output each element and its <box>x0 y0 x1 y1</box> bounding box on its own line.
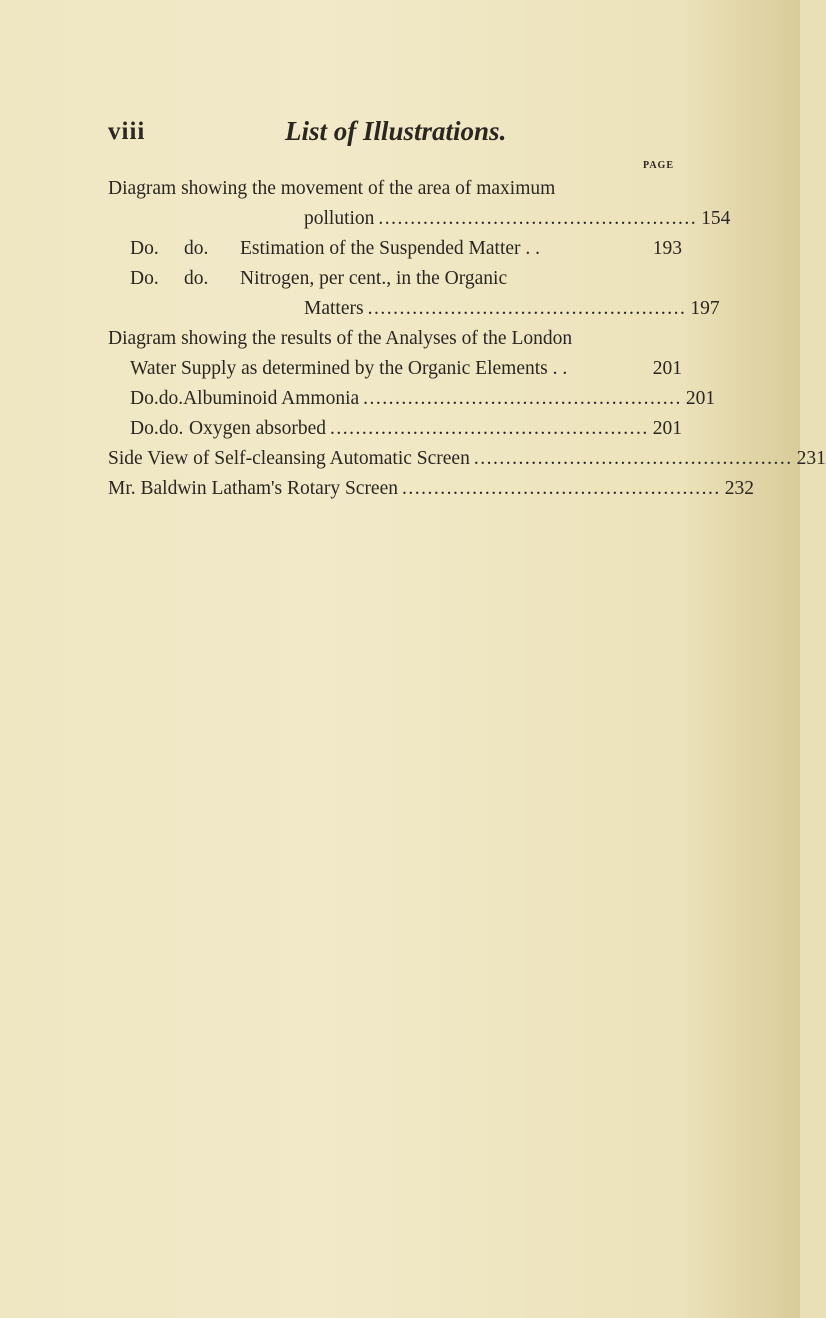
list-item <box>108 384 716 414</box>
list-item <box>108 174 682 204</box>
entry-page: 201 <box>652 418 682 439</box>
list-item <box>108 234 682 264</box>
running-title: List of Illustrations. <box>285 116 507 146</box>
entry-title: pollution <box>304 208 375 229</box>
page-column-label: PAGE <box>642 160 674 171</box>
list-item <box>108 414 682 444</box>
ditto-mark: do. <box>184 268 209 289</box>
entry-title: Oxygen absorbed <box>188 418 326 439</box>
entry-title: Water Supply as determined by the Organic Elements . . <box>130 358 568 379</box>
entry-page: 154 <box>701 208 731 229</box>
list-item <box>108 324 682 354</box>
list-item <box>108 354 682 384</box>
list-item <box>108 474 754 504</box>
illustrations-list <box>108 174 826 504</box>
ditto-mark: Do. <box>130 388 159 409</box>
ditto-mark: Do. <box>130 238 159 259</box>
ditto-mark: Do. <box>130 418 159 439</box>
list-item <box>108 444 826 474</box>
dot-leader: .................................................. <box>402 478 721 499</box>
page-folio: viii <box>108 118 146 145</box>
ditto-mark: do. <box>184 238 209 259</box>
page-header <box>108 100 700 171</box>
entry-title: Diagram showing the results of the Analyses of the London <box>108 328 573 349</box>
entry-page: 231 <box>796 448 826 469</box>
dot-leader: .................................................. <box>367 298 687 319</box>
dot-leader: .................................................. <box>330 418 649 439</box>
dot-leader <box>567 354 644 384</box>
ditto-mark: Do. <box>130 268 159 289</box>
entry-title: Mr. Baldwin Latham's Rotary Screen <box>108 478 398 499</box>
dot-leader: .................................................. <box>473 448 793 469</box>
list-item <box>108 264 682 294</box>
entry-title: Nitrogen, per cent., in the Organic <box>240 268 508 289</box>
list-item <box>108 204 731 234</box>
entry-title: Estimation of the Suspended Matter . . <box>240 238 541 259</box>
ditto-mark: do. <box>158 388 184 409</box>
entry-page: 197 <box>690 298 720 319</box>
entry-page: 193 <box>652 238 682 259</box>
dot-leader: .................................................. <box>378 208 698 229</box>
entry-title: Side View of Self-cleansing Automatic Screen <box>108 448 470 469</box>
entry-title: Albuminoid Ammonia <box>183 388 360 409</box>
entry-title: Matters <box>304 298 364 319</box>
entry-page: 201 <box>685 388 716 409</box>
dot-leader: .................................................. <box>363 388 682 409</box>
list-item <box>108 294 720 324</box>
entry-page: 201 <box>652 358 682 379</box>
dot-leader <box>540 234 644 264</box>
ditto-mark: do. <box>158 418 184 439</box>
entry-page: 232 <box>724 478 754 499</box>
entry-title: Diagram showing the movement of the area of maximum <box>108 178 556 199</box>
